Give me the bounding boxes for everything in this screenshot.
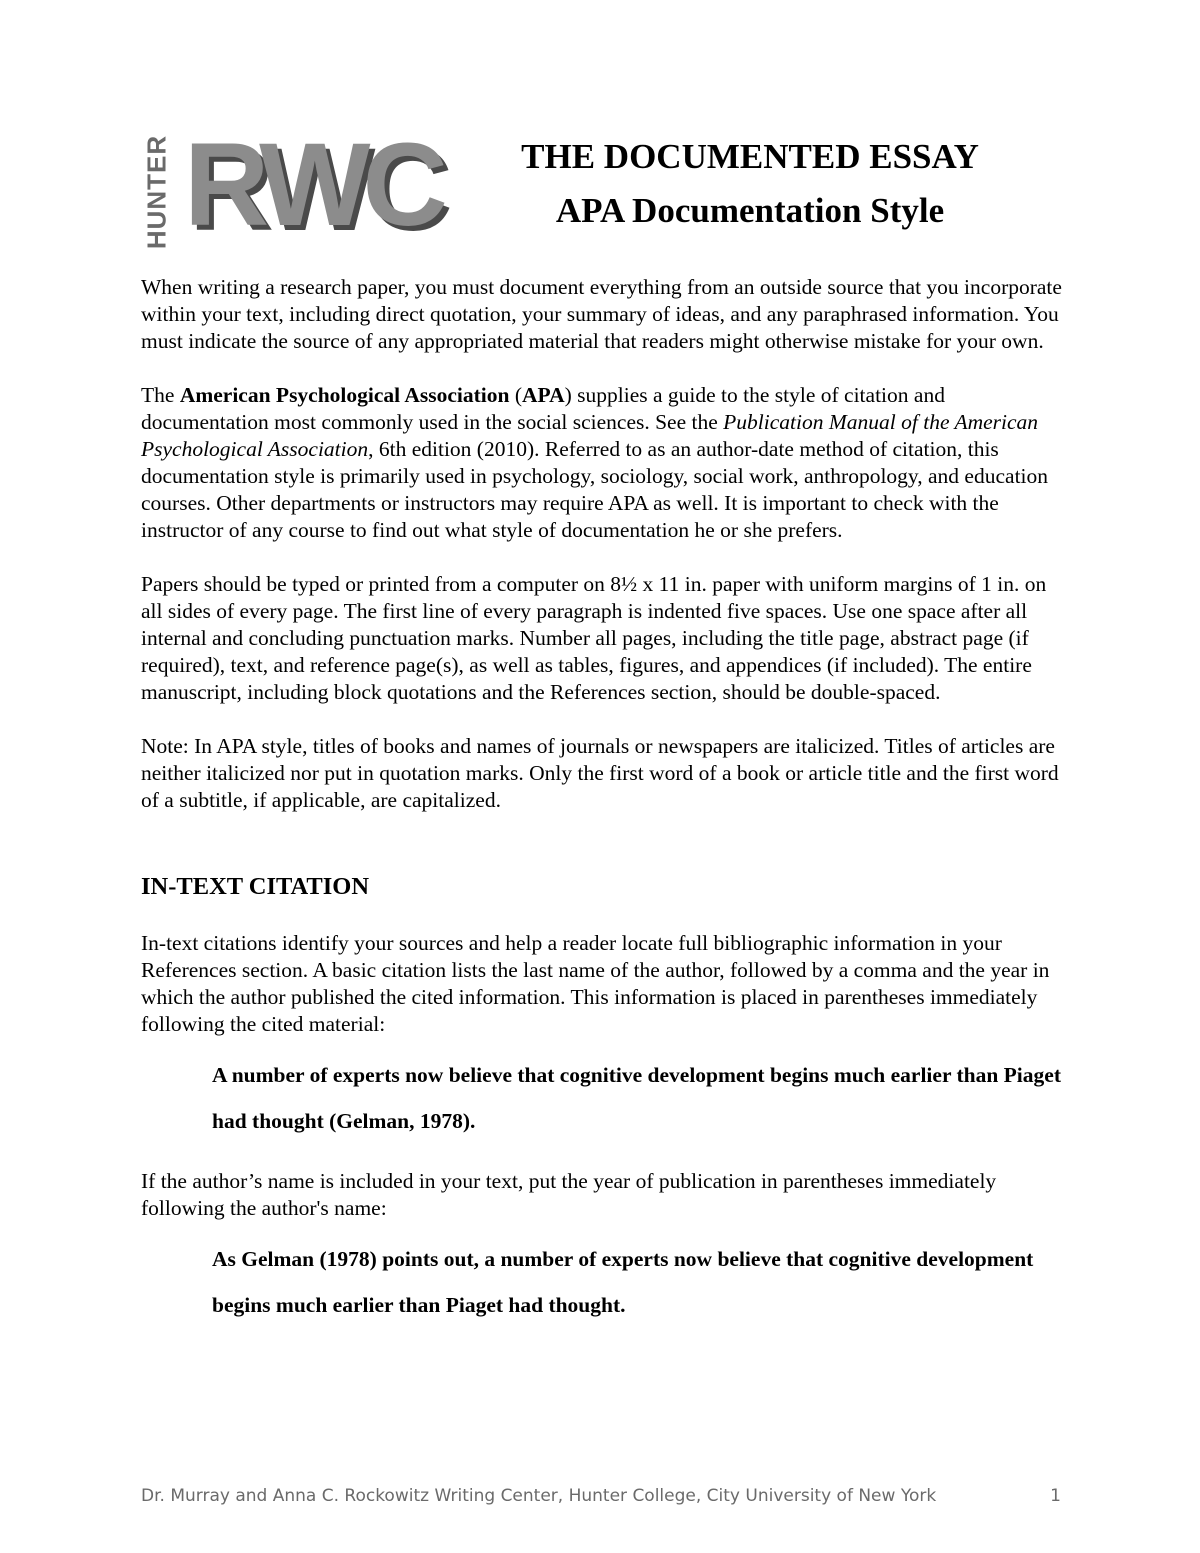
text-run: The (141, 383, 180, 407)
bold-run-apa-name: American Psychological Association (179, 383, 510, 407)
paragraph-formatting: Papers should be typed or printed from a computer on 8½ x 11 in. paper with uniform margins of 1 in. on all sides of every page. The first line of every paragraph is indented five spaces. Use one space after all internal and concluding punctuation marks. Number all pages, including the title page, abstract page (if required), text, and reference page(s), as well as tables, figures, and appendices (if included). The entire manuscript, including block quotations and the References section, should be double-spaced. (141, 572, 1047, 704)
section-heading-in-text-citation: IN-TEXT CITATION (141, 873, 370, 900)
logo-hunter-wordmark (140, 134, 174, 250)
text-run: ) supplies a guide to the style of citation and documentation most commonly used in the social sciences. See the (141, 383, 945, 434)
logo-rwc-text: RWC (184, 119, 440, 251)
text-run: ( (509, 383, 522, 407)
italic-run-manual-title: Publication Manual of the American Psychological Association (141, 410, 1039, 461)
document-header (140, 119, 1060, 251)
example-quote-1: A number of experts now believe that cognitive development begins much earlier than Piaget had thought (Gelman, 1978). (212, 1063, 1061, 1133)
title-block (440, 130, 1060, 238)
paragraph-author-in-text: If the author’s name is included in your text, put the year of publication in parentheses immediately following the author's name: (141, 1169, 997, 1220)
logo-hunter-text: HUNTER (141, 134, 172, 250)
example-quote-2: As Gelman (1978) points out, a number of experts now believe that cognitive development begins much earlier than Piaget had thought. (212, 1247, 1034, 1317)
bold-run-apa-acronym: APA (522, 383, 565, 407)
footer-text: Dr. Murray and Anna C. Rockowitz Writing Center, Hunter College, City University of New York (141, 1486, 937, 1506)
paragraph-apa (141, 382, 1071, 544)
paragraph-in-text-intro: In-text citations identify your sources and help a reader locate full bibliographic information in your References section. A basic citation lists the last name of the author, followed by a comma and the year in which the author published the cited information. This information is placed in parentheses immediately following the cited material: (141, 931, 1050, 1036)
rwc-logo (140, 119, 440, 251)
paragraph-intro: When writing a research paper, you must document everything from an outside source that you incorporate within your text, including direct quotation, your summary of ideas, and any paraphrased information. You must indicate the source of any appropriated material that readers might otherwise mistake for your own. (141, 275, 1062, 353)
page-number: 1 (1050, 1486, 1061, 1506)
document-body (141, 274, 1071, 1352)
document-subtitle: APA Documentation Style (555, 191, 945, 230)
text-run: , 6th edition (2010). Referred to as an author-date method of citation, this documentation style is primarily used in psychology, sociology, social work, anthropology, and education courses. Other departments or instructors may require APA as well. It is important to check with the instructor of any course to find out what style of documentation he or she prefers. (141, 437, 1049, 542)
document-title: THE DOCUMENTED ESSAY (521, 137, 979, 176)
paragraph-note: Note: In APA style, titles of books and names of journals or newspapers are italicized. Titles of articles are neither italicized nor put in quotation marks. Only the first word of a book or article title and the first word of a subtitle, if applicable, are capitalized. (141, 734, 1059, 812)
